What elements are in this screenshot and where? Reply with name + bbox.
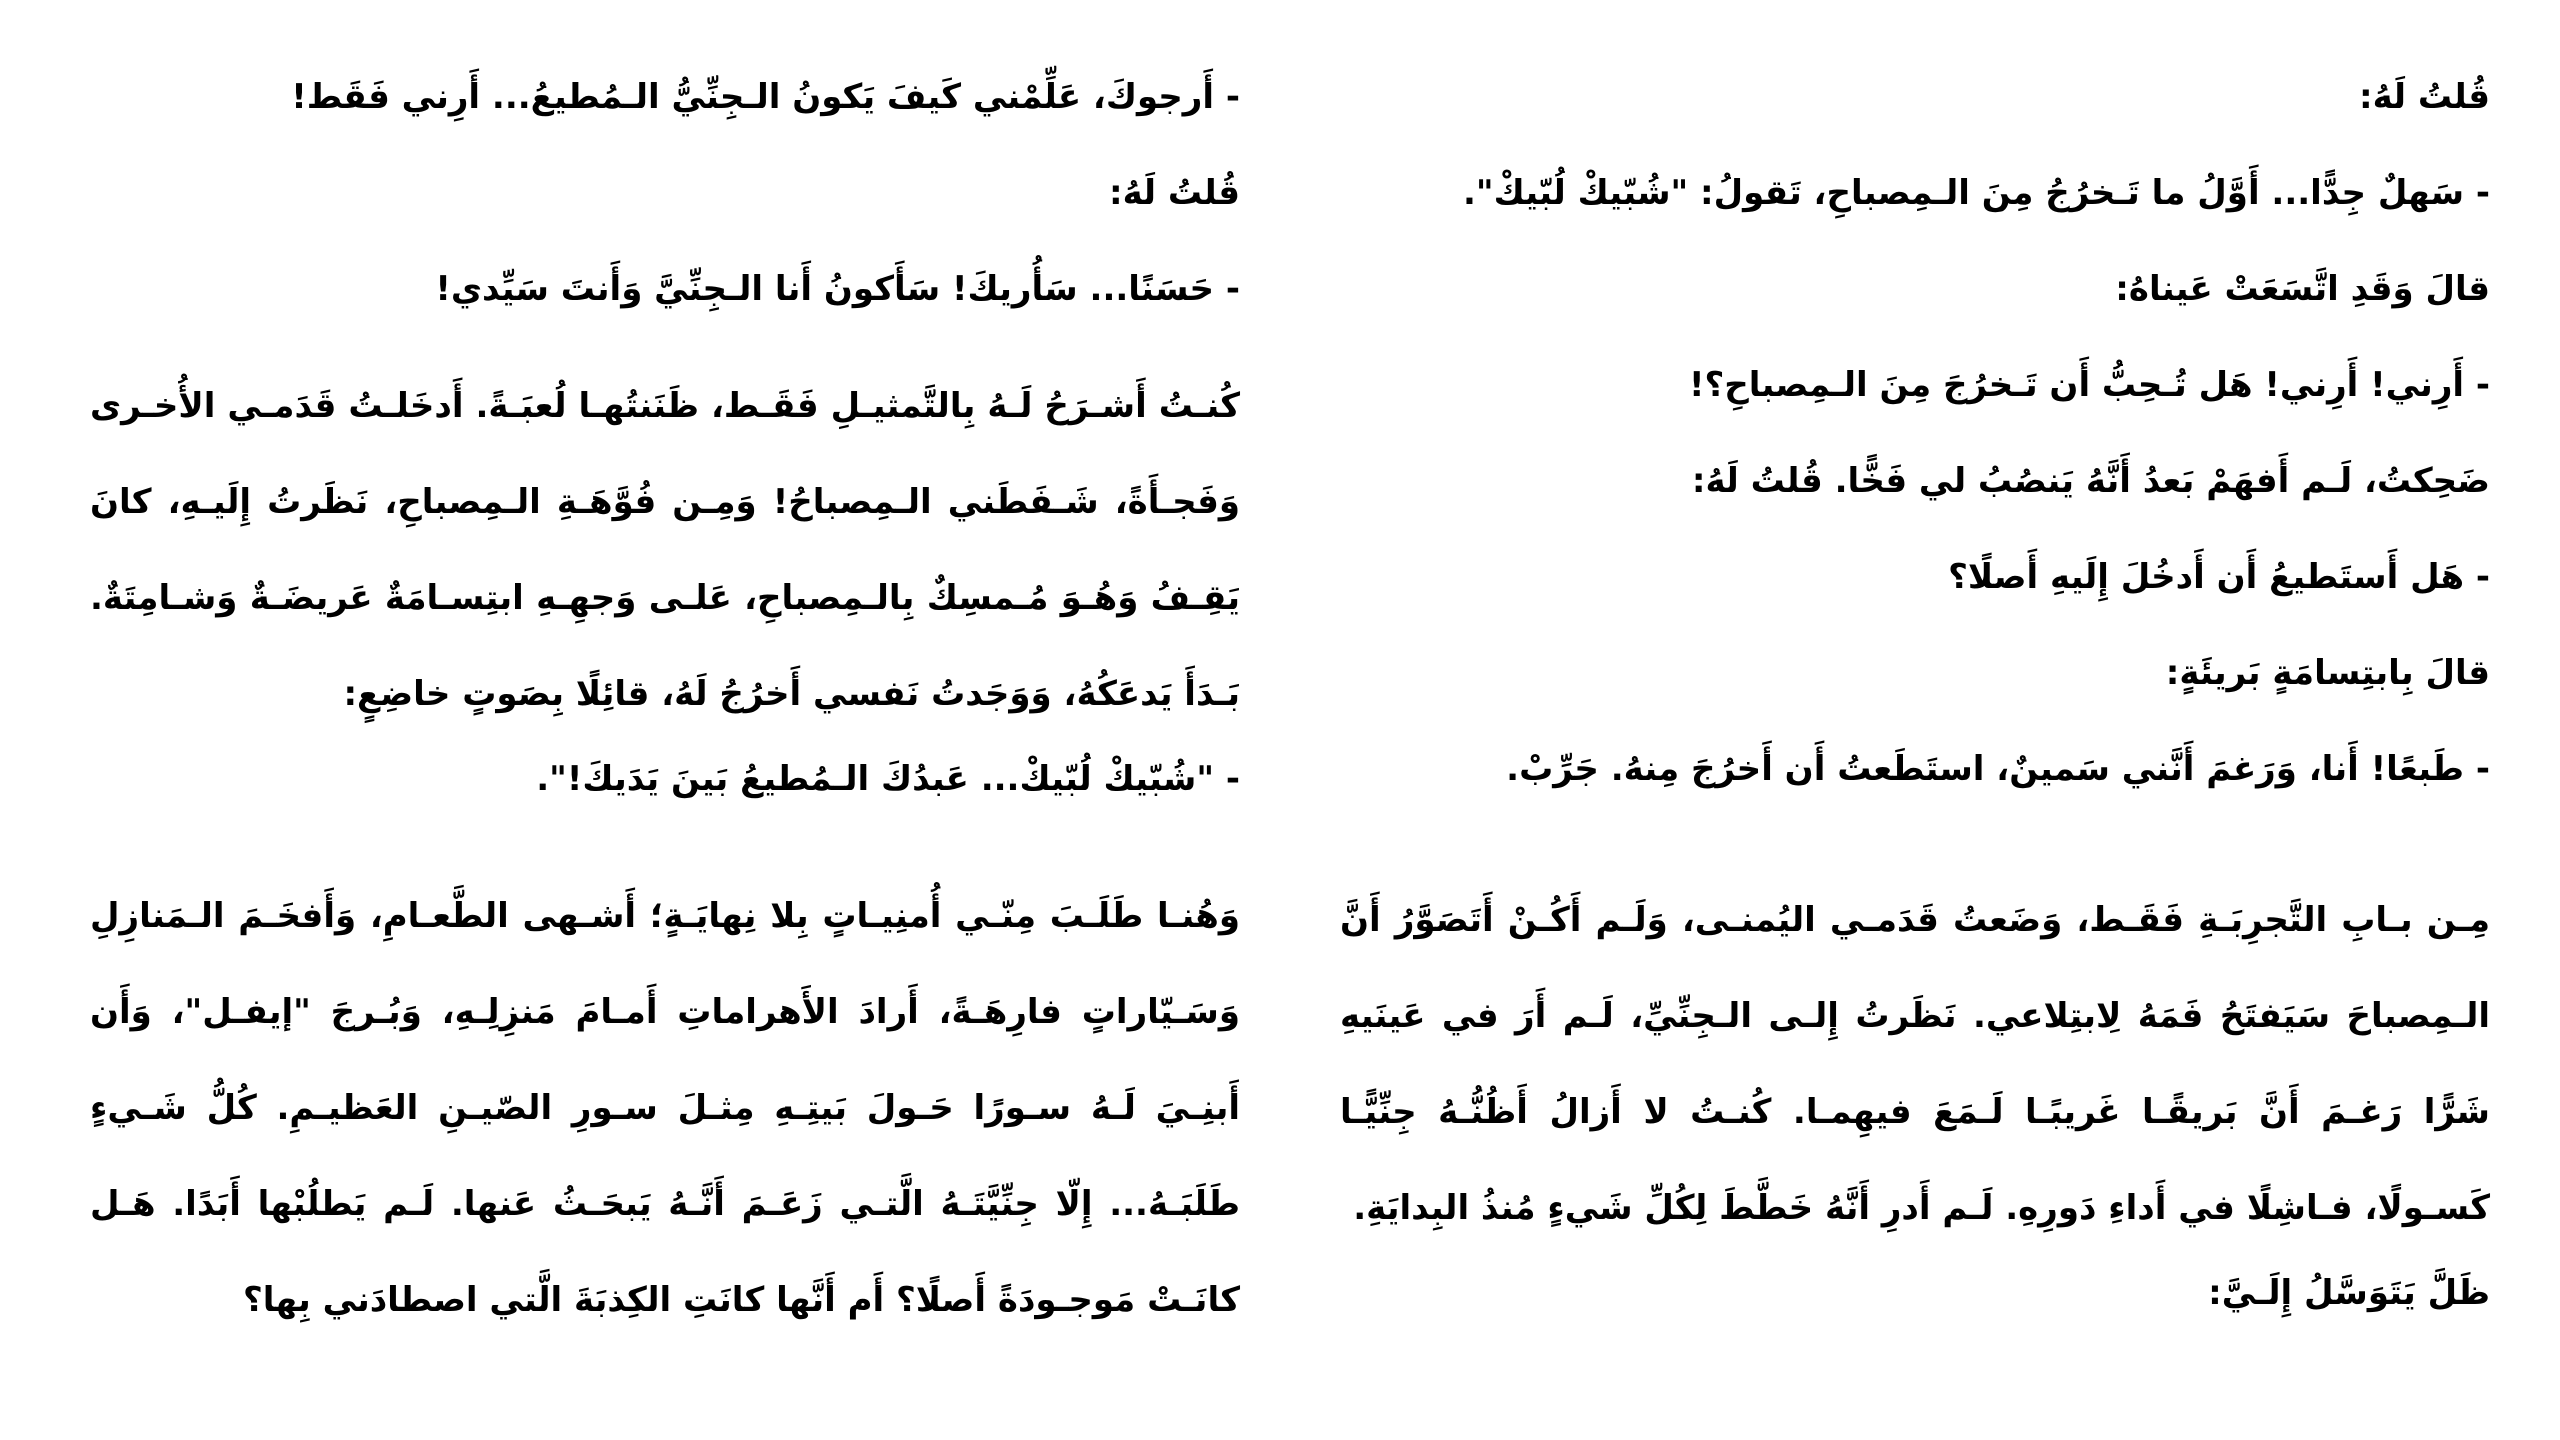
- dialogue-line: - سَهلٌ جِدًّا... أَوَّلُ ما تَـخرُجُ مِنَ الـمِصباحِ، تَقولُ: "شُبّيكْ لُبّيكْ".: [1340, 166, 2490, 220]
- narration-line: قُلتُ لَهُ:: [1109, 173, 1240, 213]
- narration-line: قالَ وَقَدِ اتَّسَعَتْ عَيناهُ:: [2115, 269, 2490, 309]
- dialogue-line: - أَرجوكَ، عَلِّمْني كَيفَ يَكونُ الـجِنِّيُّ الـمُطيعُ... أَرِني فَقَط!: [90, 70, 1240, 124]
- narration-line: ضَحِكتُ، لَـم أَفهَمْ بَعدُ أَنَّهُ يَنصُبُ لي فَخًّا. قُلتُ لَهُ:: [1691, 461, 2490, 501]
- narration-paragraph: وَهُنـا طَلَـبَ مِنّـي أُمنِيـاتٍ بِلا نِهايَـةٍ؛ أَشـهى الطَّعـامِ، وَأَفخَـمَ الـمَنازِلِ وَسَـيّاراتٍ فارِهَـةً، أَرادَ الأَهراماتِ أَمـامَ مَنزِلِـهِ، وَبُـرجَ "إيفـل"، وَأَن أَبنِـيَ لَـهُ سـورًا حَـولَ بَيتِـهِ مِثـلَ سـورِ الصّيـنِ العَظيـمِ. كُلُّ شَـيءٍ طَلَبَـهُ... إِلّا جِنِّيَّتَـهُ الَّتـي زَعَـمَ أَنَّـهُ يَبحَـثُ عَنها. لَـم يَطلُبْها أَبَدًا. هَـل كانَـتْ مَوجـودَةً أَصلًا؟ أَم أَنَّها كانَتِ الكِذبَةَ الَّتي اصطادَني بِها؟: [90, 896, 1240, 1320]
- narration-line: قالَ بِابتِسامَةٍ بَريئَةٍ:: [2165, 653, 2490, 693]
- dialogue-line: - طَبعًا! أَنا، وَرَغمَ أَنَّني سَمينٌ، استَطَعتُ أَن أَخرُجَ مِنهُ. جَرِّبْ.: [1340, 742, 2490, 796]
- dialogue-line: - "شُبّيكْ لُبّيكْ... عَبدُكَ الـمُطيعُ بَينَ يَدَيكَ!".: [90, 752, 1240, 806]
- dialogue-line: - أَرِني! أَرِني! هَل تُـحِبُّ أَن تَـخرُجَ مِنَ الـمِصباحِ؟!: [1340, 358, 2490, 412]
- left-page: [90, 70, 1240, 1358]
- dialogue-line: - هَل أَستَطيعُ أَن أَدخُلَ إِلَيهِ أَصلًا؟: [1340, 550, 2490, 604]
- narration-line: ظَلَّ يَتَوَسَّلُ إِلَـيَّ:: [2208, 1273, 2490, 1313]
- narration-paragraph: كُنـتُ أَشـرَحُ لَـهُ بِالتَّمثيـلِ فَقَـط، ظَنَنتُهـا لُعبَـةً. أَدخَلـتُ قَدَمـي الأُخـرى وَفَجـأَةً، شَـفَطَني الـمِصباحُ! وَمِـن فُوَّهَـةِ الـمِصباحِ، نَظَرتُ إِلَيـهِ، كانَ يَقِـفُ وَهُـوَ مُـمسِكٌ بِالـمِصباحِ، عَلـى وَجهِـهِ ابتِسـامَةٌ عَريضَـةٌ وَشـامِتَةٌ. بَـدَأَ يَدعَكُهُ، وَوَجَدتُ نَفسي أَخرُجُ لَهُ، قائِلًا بِصَوتٍ خاضِعٍ:: [90, 386, 1240, 714]
- narration-paragraph: مِـن بـابِ التَّجرِبَـةِ فَقَـط، وَضَعتُ قَدَمـي اليُمنـى، وَلَـم أَكُـنْ أَتَصَوَّرُ أَنَّ الـمِصباحَ سَيَفتَحُ فَمَهُ لِابتِلاعي. نَظَرتُ إِلـى الـجِنِّيِّ، لَـم أَرَ في عَينَيهِ شَرًّا رَغـمَ أَنَّ بَريقًـا غَريبًـا لَـمَعَ فيهِمـا. كُنـتُ لا أَزالُ أَظُنُّـهُ جِنِّيًّـا كَسـولًا، فـاشِلًا في أَداءِ دَورِهِ. لَـم أَدرِ أَنَّهُ خَطَّطَ لِكُلِّ شَيءٍ مُنذُ البِدايَةِ.: [1340, 900, 2490, 1228]
- narration-line: قُلتُ لَهُ:: [2359, 77, 2490, 117]
- right-page: [1340, 70, 2490, 1362]
- dialogue-line: - حَسَنًا... سَأُريكَ! سَأَكونُ أَنا الـجِنِّيَّ وَأَنتَ سَيِّدي!: [90, 262, 1240, 316]
